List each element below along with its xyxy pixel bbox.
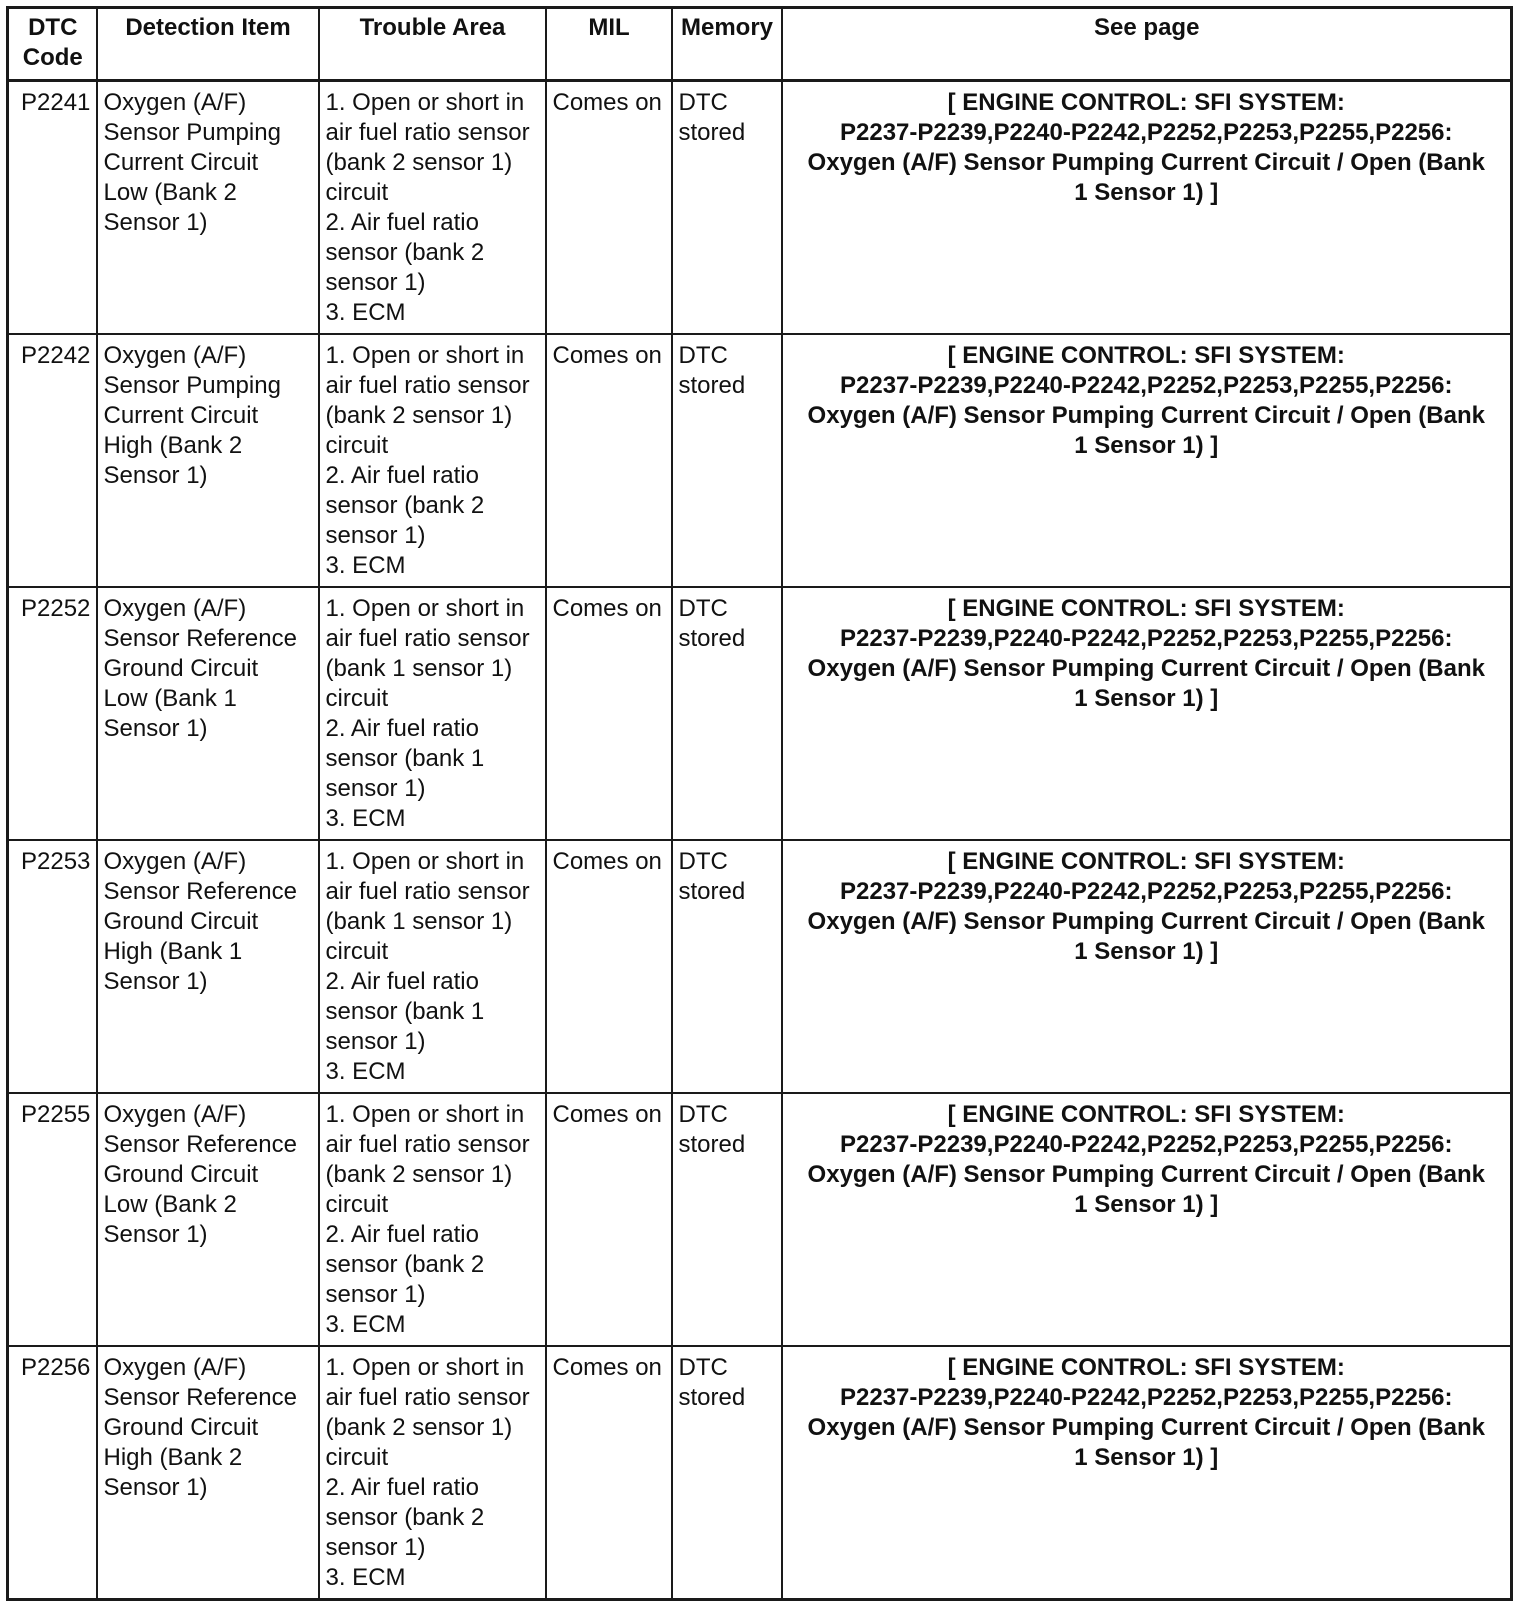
dtc-table: [6, 6, 1513, 1601]
see-page-link[interactable]: [ ENGINE CONTROL: SFI SYSTEM: P2237-P2239,P2240-P2242,P2252,P2253,P2255,P2256: Oxygen (A/F) Sensor Pumping Current Circuit / Open (Bank 1 Sensor 1) ]: [782, 1346, 1512, 1600]
detection-item-cell: Oxygen (A/F) Sensor Reference Ground Circuit High (Bank 2 Sensor 1): [97, 1346, 319, 1600]
table-row: [8, 81, 1512, 335]
dtc-code-cell: P2242: [8, 334, 97, 587]
mil-cell: Comes on: [546, 1346, 672, 1600]
memory-cell: DTC stored: [672, 81, 782, 335]
dtc-code-cell: P2252: [8, 587, 97, 840]
see-page-link[interactable]: [ ENGINE CONTROL: SFI SYSTEM: P2237-P2239,P2240-P2242,P2252,P2253,P2255,P2256: Oxygen (A/F) Sensor Pumping Current Circuit / Open (Bank 1 Sensor 1) ]: [782, 334, 1512, 587]
header-mil: MIL: [546, 8, 672, 81]
header-see-page: See page: [782, 8, 1512, 81]
see-page-link[interactable]: [ ENGINE CONTROL: SFI SYSTEM: P2237-P2239,P2240-P2242,P2252,P2253,P2255,P2256: Oxygen (A/F) Sensor Pumping Current Circuit / Open (Bank 1 Sensor 1) ]: [782, 1093, 1512, 1346]
trouble-area-cell: 1. Open or short in air fuel ratio sensor (bank 2 sensor 1) circuit 2. Air fuel ratio sensor (bank 2 sensor 1) 3. ECM: [319, 1346, 546, 1600]
memory-cell: DTC stored: [672, 334, 782, 587]
mil-cell: Comes on: [546, 587, 672, 840]
dtc-code-cell: P2256: [8, 1346, 97, 1600]
trouble-area-cell: 1. Open or short in air fuel ratio sensor (bank 2 sensor 1) circuit 2. Air fuel ratio sensor (bank 2 sensor 1) 3. ECM: [319, 1093, 546, 1346]
mil-cell: Comes on: [546, 334, 672, 587]
memory-cell: DTC stored: [672, 1093, 782, 1346]
table-row: [8, 1093, 1512, 1346]
header-detection-item: Detection Item: [97, 8, 319, 81]
trouble-area-cell: 1. Open or short in air fuel ratio sensor (bank 2 sensor 1) circuit 2. Air fuel ratio sensor (bank 2 sensor 1) 3. ECM: [319, 334, 546, 587]
detection-item-cell: Oxygen (A/F) Sensor Reference Ground Circuit Low (Bank 2 Sensor 1): [97, 1093, 319, 1346]
detection-item-cell: Oxygen (A/F) Sensor Pumping Current Circuit Low (Bank 2 Sensor 1): [97, 81, 319, 335]
dtc-table-container: [6, 6, 1510, 1601]
detection-item-cell: Oxygen (A/F) Sensor Pumping Current Circuit High (Bank 2 Sensor 1): [97, 334, 319, 587]
table-row: [8, 840, 1512, 1093]
header-trouble-area: Trouble Area: [319, 8, 546, 81]
mil-cell: Comes on: [546, 840, 672, 1093]
dtc-code-cell: P2255: [8, 1093, 97, 1346]
mil-cell: Comes on: [546, 81, 672, 335]
dtc-code-cell: P2241: [8, 81, 97, 335]
dtc-code-cell: P2253: [8, 840, 97, 1093]
trouble-area-cell: 1. Open or short in air fuel ratio sensor (bank 2 sensor 1) circuit 2. Air fuel ratio sensor (bank 2 sensor 1) 3. ECM: [319, 81, 546, 335]
table-row: [8, 1346, 1512, 1600]
see-page-link[interactable]: [ ENGINE CONTROL: SFI SYSTEM: P2237-P2239,P2240-P2242,P2252,P2253,P2255,P2256: Oxygen (A/F) Sensor Pumping Current Circuit / Open (Bank 1 Sensor 1) ]: [782, 840, 1512, 1093]
table-row: [8, 334, 1512, 587]
memory-cell: DTC stored: [672, 840, 782, 1093]
memory-cell: DTC stored: [672, 587, 782, 840]
trouble-area-cell: 1. Open or short in air fuel ratio sensor (bank 1 sensor 1) circuit 2. Air fuel ratio sensor (bank 1 sensor 1) 3. ECM: [319, 840, 546, 1093]
detection-item-cell: Oxygen (A/F) Sensor Reference Ground Circuit Low (Bank 1 Sensor 1): [97, 587, 319, 840]
see-page-link[interactable]: [ ENGINE CONTROL: SFI SYSTEM: P2237-P2239,P2240-P2242,P2252,P2253,P2255,P2256: Oxygen (A/F) Sensor Pumping Current Circuit / Open (Bank 1 Sensor 1) ]: [782, 81, 1512, 335]
header-dtc-code: DTC Code: [8, 8, 97, 81]
detection-item-cell: Oxygen (A/F) Sensor Reference Ground Circuit High (Bank 1 Sensor 1): [97, 840, 319, 1093]
header-memory: Memory: [672, 8, 782, 81]
table-header-row: [8, 8, 1512, 81]
trouble-area-cell: 1. Open or short in air fuel ratio sensor (bank 1 sensor 1) circuit 2. Air fuel ratio sensor (bank 1 sensor 1) 3. ECM: [319, 587, 546, 840]
table-row: [8, 587, 1512, 840]
memory-cell: DTC stored: [672, 1346, 782, 1600]
see-page-link[interactable]: [ ENGINE CONTROL: SFI SYSTEM: P2237-P2239,P2240-P2242,P2252,P2253,P2255,P2256: Oxygen (A/F) Sensor Pumping Current Circuit / Open (Bank 1 Sensor 1) ]: [782, 587, 1512, 840]
mil-cell: Comes on: [546, 1093, 672, 1346]
